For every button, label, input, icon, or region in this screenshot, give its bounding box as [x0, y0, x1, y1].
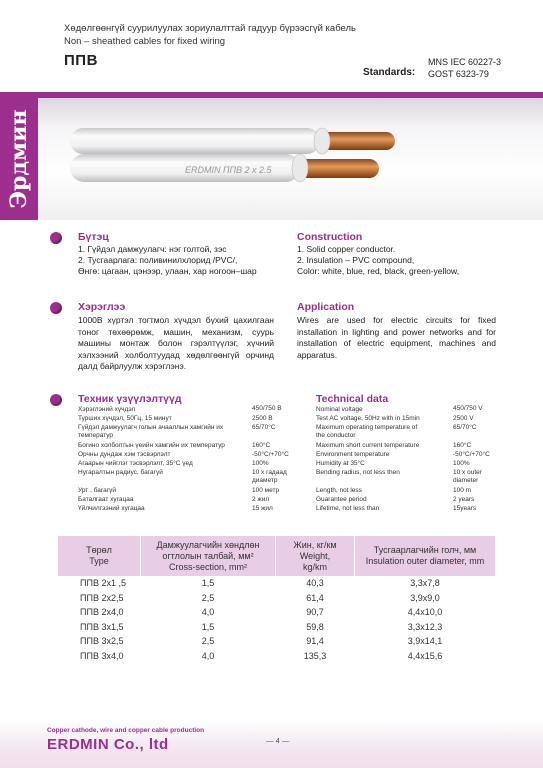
tech-value-en: 15years	[453, 505, 477, 512]
tech-label-en: Guarantee period	[316, 496, 367, 503]
construction-line-en: Color: white, blue, red, black, green-yellow,	[297, 266, 460, 276]
bullet-icon	[50, 394, 62, 406]
table-header-row	[58, 536, 496, 576]
header-line: Cross-section, mm²	[168, 561, 247, 572]
standard-mns: MNS IEC 60227-3	[428, 57, 502, 67]
header-line: Дамжуулагчийн хөндлөн	[156, 539, 260, 550]
cell-type: ППВ 2x2,5	[80, 592, 124, 603]
cable-print-text: ERDMIN ППВ 2 x 2.5	[185, 165, 272, 175]
tech-label-mn: Урт , багагүй	[78, 487, 116, 494]
cell-diameter: 3,3x12,3	[407, 621, 443, 632]
header-line: Type	[89, 556, 109, 566]
tech-label-mn: Агаарын чийглэг тэсвэрлэлт, 35°С үед	[78, 460, 193, 467]
cell-cross-section: 1,5	[201, 578, 215, 589]
tech-label-en: Humidity at 35°C	[316, 460, 365, 467]
tech-value-en: 100 m	[453, 487, 472, 494]
tech-value-en: 450/750 V	[453, 405, 483, 412]
construction-title-mn: Бүтэц	[78, 231, 109, 243]
table-row	[58, 576, 496, 591]
cell-type: ППВ 3x1,5	[80, 621, 124, 632]
page-number: — 4 —	[266, 736, 290, 745]
header-line: огтлолын талбай, мм²	[162, 550, 254, 561]
application-title-en: Application	[297, 301, 355, 313]
cell-type: ППВ 3x2,5	[80, 636, 124, 647]
construction-line-mn: 2. Тусгаарлага: поливинилхлорид /PVC/,	[78, 255, 238, 265]
application-title-mn: Хэрэглээ	[78, 301, 126, 313]
tech-label-en: Length, not less	[316, 487, 362, 494]
application-text-mn: 1000В хүртэл тогтмол хүчдэл бүхий цахилгаан тоног төхөөрөмж, машин, механизм, суурь машины монтаж болон гэрэлтүүлэг, хүчний хэлхээний холболтуудад хөдөлгөөнгүй орчинд далд байрлуулж хэрэглэнэ.	[78, 315, 274, 371]
tech-value-en: 10 x outer diameter	[453, 469, 482, 484]
tech-value-mn: 15 жил	[252, 505, 273, 512]
tech-label-en: Nominal voltage	[316, 406, 363, 413]
header-line: Төрөл	[86, 545, 112, 555]
tech-value-en: 2500 V	[453, 415, 474, 422]
col-weight	[276, 536, 355, 576]
product-code: ППВ	[64, 52, 98, 69]
tech-value-en: 65/70°C	[453, 424, 477, 431]
col-cross-section	[141, 536, 276, 576]
tech-value-mn: 450/750 В	[252, 405, 282, 412]
construction-line-en: 2. Insulation – PVC compound,	[297, 255, 415, 265]
title-english: Non – sheathed cables for fixed wiring	[64, 36, 226, 47]
cell-cross-section: 2,5	[201, 636, 215, 647]
tech-value-mn: 65/70°С	[252, 424, 276, 431]
cell-weight: 135,3	[303, 650, 327, 661]
table-row	[58, 634, 496, 649]
spec-table	[58, 536, 496, 663]
tech-value-mn: 160°С	[252, 442, 271, 449]
col-type	[58, 536, 141, 576]
tech-label-mn: Нугаралтын радиус, багагүй	[78, 469, 163, 476]
tech-label-mn: Үйлчилгээний хугацаа	[78, 505, 145, 512]
table-row	[58, 649, 496, 664]
tech-value-en: 2 years	[453, 496, 475, 503]
tech-value-en: 160°C	[453, 442, 472, 449]
title-mongolian: Хөдөлгөөнгүй суурилуулах зориулалттай гадуур бүрээсгүй кабель	[64, 23, 356, 34]
header-line: Insulation outer diameter, mm	[365, 556, 485, 566]
construction-line-en: 1. Solid copper conductor.	[297, 244, 396, 254]
application-text-en: Wires are used for electric circuits for fixed installation in lighting and power networks and for installation of electric equipment, machines and apparatus.	[297, 315, 496, 360]
tech-label-mn: Гүйдэл дамжуулагч голын ачааллын хамгийн их температур	[78, 424, 224, 439]
table-row	[58, 605, 496, 620]
cell-type: ППВ 2x4,0	[80, 607, 124, 618]
construction-text-en	[297, 244, 459, 277]
cell-weight: 40,3	[306, 578, 324, 589]
tech-value-mn: 2 жил	[252, 496, 270, 503]
cell-weight: 61,4	[306, 592, 324, 603]
cell-weight: 91,4	[306, 636, 324, 647]
tech-label-mn: Баталгаат хугацаа	[78, 496, 134, 503]
cell-cross-section: 4,0	[201, 650, 215, 661]
cell-weight: 59,8	[306, 621, 324, 632]
header-line: Жин, кг/км	[293, 539, 337, 550]
cell-diameter: 3,9x14,1	[407, 636, 443, 647]
standard-gost: GOST 6323-79	[428, 69, 489, 79]
table-row	[58, 620, 496, 635]
logo-text: Эрдмин	[6, 109, 32, 209]
tech-label-en: Lifetime, not less than	[316, 505, 380, 512]
footer-tagline: Copper cathode, wire and copper cable production	[47, 727, 205, 734]
tech-label-en: Maximum short current temperature	[316, 442, 420, 449]
cell-type: ППВ 3x4,0	[80, 650, 124, 661]
construction-line-mn: Өнгө: цагаан, цэнээр, улаан, хар ногоон–шар	[78, 266, 257, 276]
cell-diameter: 4,4x10,0	[407, 607, 443, 618]
technical-title-mn: Техник үзүүлэлтүүд	[78, 393, 182, 405]
tech-label-en: Environment temperature	[316, 451, 390, 458]
cell-cross-section: 2,5	[201, 592, 215, 603]
construction-title-en: Construction	[297, 231, 363, 243]
upper-insulation	[70, 128, 320, 154]
tech-label-mn: Турших хүчдэл, 50Гц, 15 минут	[78, 415, 172, 422]
tech-value-en: 100%	[453, 460, 470, 467]
tech-value-mn: -50°С/+70°С	[252, 451, 289, 458]
tech-label-en: Maximum operating temperature of the conductor	[316, 424, 418, 439]
tech-value-mn: 100 метр	[252, 487, 280, 494]
tech-value-mn: 2500 В	[252, 415, 273, 422]
tech-value-mn: 10 х гадаад диаметр	[252, 469, 287, 484]
tech-value-en: -50°C/+70°C	[453, 451, 490, 458]
tech-label-mn: Богино холболтын үеийн хамгийн их температур	[78, 442, 225, 449]
tech-label-mn: Орчны дундаж хэм тэсвэрлэлт	[78, 451, 171, 458]
standards-label: Standards:	[363, 67, 416, 78]
footer-company-name: ERDMIN Co., ltd	[47, 736, 169, 753]
cell-type: ППВ 2x1 ,5	[80, 578, 126, 589]
cell-diameter: 3,9x9,0	[410, 592, 440, 603]
tech-label-en: Bending radius, not less then	[316, 469, 400, 476]
bullet-icon	[50, 232, 62, 244]
cell-cross-section: 4,0	[201, 607, 215, 618]
tech-value-mn: 100%	[252, 460, 269, 467]
tech-label-mn: Хэрэглэний хүчдэл	[78, 406, 136, 413]
cell-cross-section: 1,5	[201, 621, 215, 632]
construction-line-mn: 1. Гүйдэл дамжуулагч: нэг голтой, зэс	[78, 244, 227, 254]
header-line: Weight,	[299, 550, 331, 561]
technical-title-en: Technical data	[316, 393, 389, 405]
header-line: kg/km	[302, 561, 327, 572]
cell-diameter: 3,3x7,8	[410, 578, 440, 589]
cell-weight: 90,7	[306, 607, 324, 618]
header-line: Тусгаарлагчийн голч, мм	[373, 545, 477, 555]
col-insulation-diameter	[355, 536, 496, 576]
construction-text-mn	[78, 244, 257, 277]
cable-image	[60, 110, 420, 210]
cell-diameter: 4,4x15,6	[407, 650, 443, 661]
bullet-icon	[50, 302, 62, 314]
tech-label-en: Test AC voltage, 50Hz with in 15min	[316, 415, 420, 422]
table-row	[58, 591, 496, 606]
